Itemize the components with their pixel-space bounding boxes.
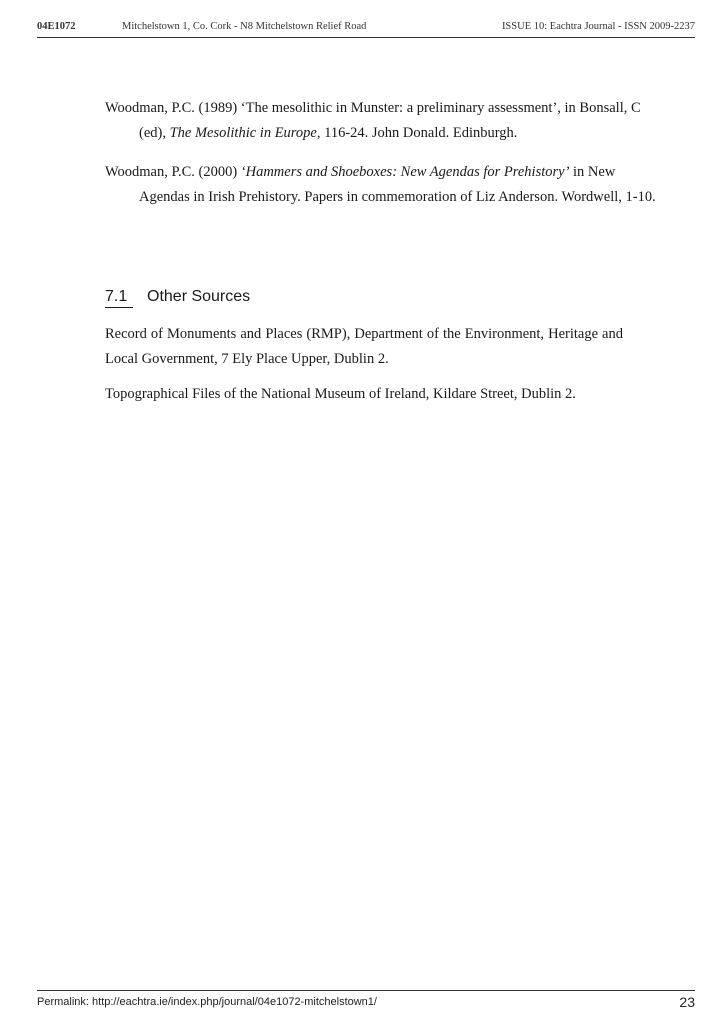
reference-entry [105, 160, 659, 210]
permalink[interactable]: Permalink: http://eachtra.ie/index.php/journal/04e1072-mitchelstown1/ [37, 996, 377, 1008]
reference-title: The Mesolithic in Europe [169, 125, 317, 141]
header-rule [37, 37, 695, 38]
reference-text: Woodman, P.C. (1989) ‘The mesolithic in Munster: a preliminary assessment’, in Bonsall, C (ed), [105, 100, 641, 141]
reference-entry [105, 96, 659, 146]
footer-rule [37, 990, 695, 991]
reference-title: ‘Hammers and Shoeboxes: New Agendas for Prehistory’ [240, 164, 570, 180]
licence-code: 04E1072 [37, 21, 76, 32]
reference-text: Woodman, P.C. (2000) [105, 164, 241, 180]
page-number: 23 [679, 994, 695, 1010]
section-title: Other Sources [147, 288, 251, 305]
page-header [37, 18, 695, 38]
source-entry: Record of Monuments and Places (RMP), Department of the Environment, Heritage and Local Government, 7 Ely Place Upper, Dublin 2. [105, 326, 623, 367]
reference-text: in New Agendas in Irish Prehistory. Papers in commemoration of Liz Anderson. Wordwell, 1-10. [139, 164, 656, 205]
source-entry: Topographical Files of the National Museum of Ireland, Kildare Street, Dublin 2. [105, 386, 576, 402]
reference-text: , 116-24. John Donald. Edinburgh. [316, 125, 518, 141]
page-footer [37, 990, 695, 1012]
site-title: Mitchelstown 1, Co. Cork - N8 Mitchelstown Relief Road [122, 21, 367, 32]
journal-issue: ISSUE 10: Eachtra Journal - ISSN 2009-2237 [501, 21, 695, 32]
section-heading [105, 288, 250, 308]
section-number: 7.1 [105, 288, 133, 308]
